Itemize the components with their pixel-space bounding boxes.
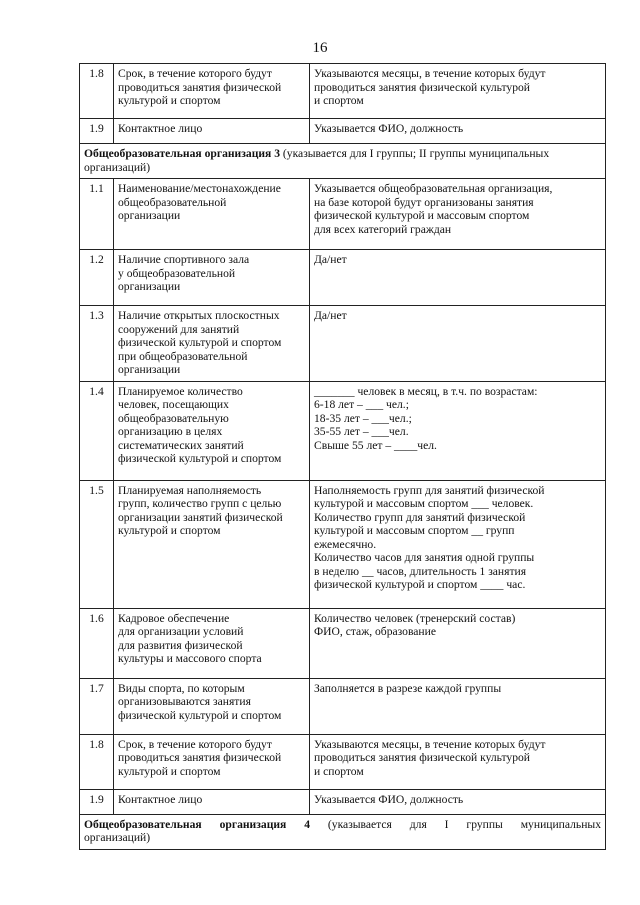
table-row (80, 119, 606, 144)
row-number: 1.1 (80, 179, 114, 250)
row-label: Контактное лицо (114, 119, 310, 144)
row-label: Наименование/местонахождение общеобразовательной организации (114, 179, 310, 250)
table-row (80, 789, 606, 814)
section-note: (указывается для I группы; II группы муниципальных организаций) (84, 147, 550, 174)
row-label: Срок, в течение которого будут проводиться занятия физической культурой и спортом (114, 64, 310, 119)
row-number: 1.2 (80, 250, 114, 306)
table-row (80, 306, 606, 382)
row-value: Указывается ФИО, должность (310, 119, 606, 144)
table-row (80, 678, 606, 734)
row-label: Контактное лицо (114, 789, 310, 814)
row-label: Планируемое количество человек, посещающих общеобразовательную организацию в целях систематических занятий физической культурой и спортом (114, 381, 310, 480)
row-value: Количество человек (тренерский состав) ФИО, стаж, образование (310, 608, 606, 678)
section-first-line (84, 818, 601, 832)
table-row (80, 734, 606, 789)
section-title: Общеобразовательная организация 4 (84, 817, 311, 831)
row-number: 1.8 (80, 64, 114, 119)
section-header (80, 144, 606, 179)
page-number: 16 (312, 40, 328, 56)
table-row (80, 608, 606, 678)
row-number: 1.4 (80, 381, 114, 480)
section-note: (указывается для I группы муниципальных (310, 817, 601, 831)
table-row (80, 480, 606, 608)
row-label: Кадровое обеспечение для организации условий для развития физической культуры и массового спорта (114, 608, 310, 678)
section-header-row (80, 144, 606, 179)
section-header-row (80, 814, 606, 849)
row-label: Срок, в течение которого будут проводиться занятия физической культурой и спортом (114, 734, 310, 789)
table-row (80, 179, 606, 250)
row-value: Указываются месяцы, в течение которых будут проводиться занятия физической культурой и спортом (310, 734, 606, 789)
row-number: 1.9 (80, 789, 114, 814)
row-number: 1.9 (80, 119, 114, 144)
row-number: 1.3 (80, 306, 114, 382)
row-value: Да/нет (310, 250, 606, 306)
row-value: Указывается ФИО, должность (310, 789, 606, 814)
row-value: Указываются месяцы, в течение которых будут проводиться занятия физической культурой и спортом (310, 64, 606, 119)
row-value: Да/нет (310, 306, 606, 382)
row-value: Заполняется в разрезе каждой группы (310, 678, 606, 734)
table-row (80, 381, 606, 480)
row-value: Наполняемость групп для занятий физической культурой и массовым спортом ___ человек. Количество групп для занятий физической культурой и массовым спортом __ групп ежемесячно. Количество часов для занятия одной группы в неделю __ часов, длительность 1 занятия физической культурой и спортом ____ час. (310, 480, 606, 608)
section-note-continued: организаций) (84, 831, 151, 844)
row-number: 1.6 (80, 608, 114, 678)
row-label: Наличие открытых плоскостных сооружений для занятий физической культурой и спортом при общеобразовательной организации (114, 306, 310, 382)
row-value: Указывается общеобразовательная организация, на базе которой будут организованы занятия физической культурой и массовым спортом для всех категорий граждан (310, 179, 606, 250)
row-label: Планируемая наполняемость групп, количество групп с целью организации занятий физической культурой и спортом (114, 480, 310, 608)
section-header (80, 814, 606, 849)
row-number: 1.5 (80, 480, 114, 608)
table-row (80, 250, 606, 306)
section-title: Общеобразовательная организация 3 (84, 147, 281, 160)
row-value: _______ человек в месяц, в т.ч. по возрастам: 6-18 лет – ___ чел.; 18-35 лет – ___чел.; 35-55 лет – ___чел. Свыше 55 лет – ____чел. (310, 381, 606, 480)
row-number: 1.8 (80, 734, 114, 789)
organization-table (79, 63, 606, 850)
row-label: Наличие спортивного зала у общеобразовательной организации (114, 250, 310, 306)
row-label: Виды спорта, по которым организовываются занятия физической культурой и спортом (114, 678, 310, 734)
row-number: 1.7 (80, 678, 114, 734)
table-row (80, 64, 606, 119)
